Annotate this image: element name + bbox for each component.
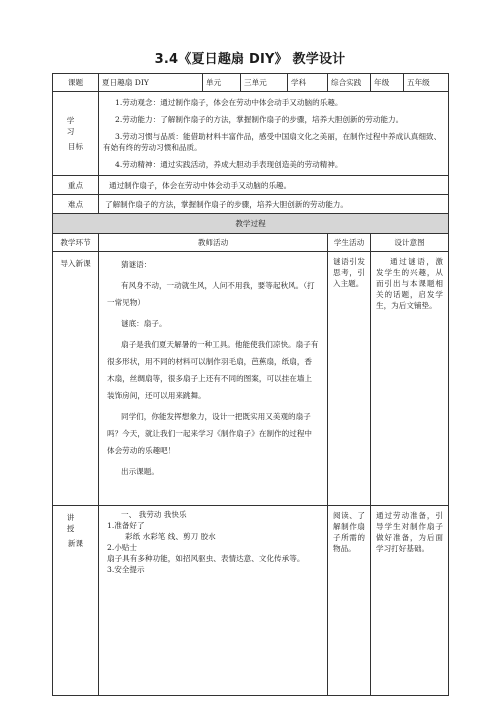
teacher-line: 出示课题。 <box>121 467 159 476</box>
teacher-line: 3.安全提示 <box>107 565 145 574</box>
difficulty-label: 难点 <box>53 195 99 214</box>
goals-content <box>99 92 449 176</box>
goal-item: 3.劳动习惯与品质：能借助材料丰富作品，感受中国扇文化之美丽，在制作过程中养成认真细致、有始有终的劳动习惯和品质。 <box>103 132 442 152</box>
course-label: 课题 <box>53 74 99 92</box>
goals-label-line1: 学 习 <box>66 116 85 136</box>
student-activity: 谜语引发思考，引入主题。 <box>328 252 371 506</box>
goals-row <box>53 92 449 176</box>
subject-label: 学科 <box>288 74 328 92</box>
col-student: 学生活动 <box>328 234 371 252</box>
unit-value: 三单元 <box>241 74 288 92</box>
difficulty-text: 了解制作扇子的方法，掌握制作扇子的步骤，培养大胆创新的劳动能力。 <box>99 195 449 214</box>
course-value: 夏日趣扇 DIY <box>99 74 203 92</box>
key-point-text: 通过制作扇子，体会在劳动中体会动手又动脑的乐趣。 <box>99 176 449 195</box>
goals-label <box>53 92 99 176</box>
process-band: 教学过程 <box>53 214 449 234</box>
teacher-line: 彩纸 水彩笔 线、剪刀 胶水 <box>125 532 216 541</box>
lesson-plan-table <box>52 73 449 696</box>
teacher-line: 2.小贴士 <box>107 543 138 552</box>
subject-value: 综合实践 <box>328 74 371 92</box>
teacher-line: 谜底：扇子。 <box>121 319 167 328</box>
goal-item: 2.劳动能力：了解制作扇子的方法，掌握制作扇子的步骤，培养大胆创新的劳动能力。 <box>115 115 404 124</box>
columns-header-row <box>53 234 449 252</box>
key-point-row <box>53 176 449 195</box>
grade-label: 年级 <box>371 74 404 92</box>
table-row <box>53 506 449 696</box>
goal-item: 1.劳动观念：通过制作扇子，体会在劳动中体会动手又动脑的乐趣。 <box>115 98 343 107</box>
difficulty-row <box>53 195 449 214</box>
design-intent: 通过谜语，激发学生的兴趣，从而引出与本课题相关的话题，启发学生，为后文铺垫。 <box>371 252 449 506</box>
teacher-line: 猜谜语： <box>121 260 152 269</box>
header-row <box>53 74 449 92</box>
stage-line1: 讲 授 <box>66 513 85 533</box>
col-design: 设计意图 <box>371 234 449 252</box>
table-row <box>53 252 449 506</box>
col-teacher: 教师活动 <box>99 234 328 252</box>
teacher-line: 1.准备好了 <box>107 521 145 530</box>
design-intent: 通过劳动准备，引导学生对制作扇子做好准备，为后面学习打好基础。 <box>371 506 449 696</box>
teacher-activity <box>99 506 328 696</box>
goals-label-line2: 目标 <box>67 142 84 151</box>
teacher-line: 一、 我劳动 我快乐 <box>121 510 187 519</box>
process-band-row <box>53 214 449 234</box>
stage-cell: 导入新课 <box>53 252 99 506</box>
teacher-activity <box>99 252 328 506</box>
stage-line2: 新课 <box>67 539 84 548</box>
student-activity: 阅读、了解制作扇子所需的物品。 <box>328 506 371 696</box>
teacher-line: 同学们，你能发挥想象力，设计一把既实用又美观的扇子吗？今天，就让我们一起来学习《制作扇子》在制作的过程中体会劳动的乐趣吧！ <box>107 412 313 455</box>
unit-label: 单元 <box>203 74 241 92</box>
teacher-line: 扇子具有多种功能，如招风驱虫、表情达意、文化传承等。 <box>107 554 305 563</box>
col-stage: 教学环节 <box>53 234 99 252</box>
document-title: 3.4《夏日趣扇 DIY》 教学设计 <box>154 52 346 67</box>
goal-item: 4.劳动精神：通过实践活动，养成大胆动手表现创造美的劳动精神。 <box>115 160 343 169</box>
teacher-line: 扇子是我们夏天解暑的一种工具。他能使我们凉快。扇子有很多形状，用不同的材料可以制作羽毛扇，芭蕉扇，纸扇，香木扇，丝绸扇等，很多扇子上还有不同的图案，可以挂在墙上装饰房间，还可以用来跳舞。 <box>107 340 319 400</box>
grade-value: 五年级 <box>404 74 449 92</box>
stage-cell <box>53 506 99 696</box>
key-point-label: 重点 <box>53 176 99 195</box>
teacher-line: 有风身不动，一动就生风，人问不用我，要等起秋风。（打一常见物） <box>107 281 315 307</box>
